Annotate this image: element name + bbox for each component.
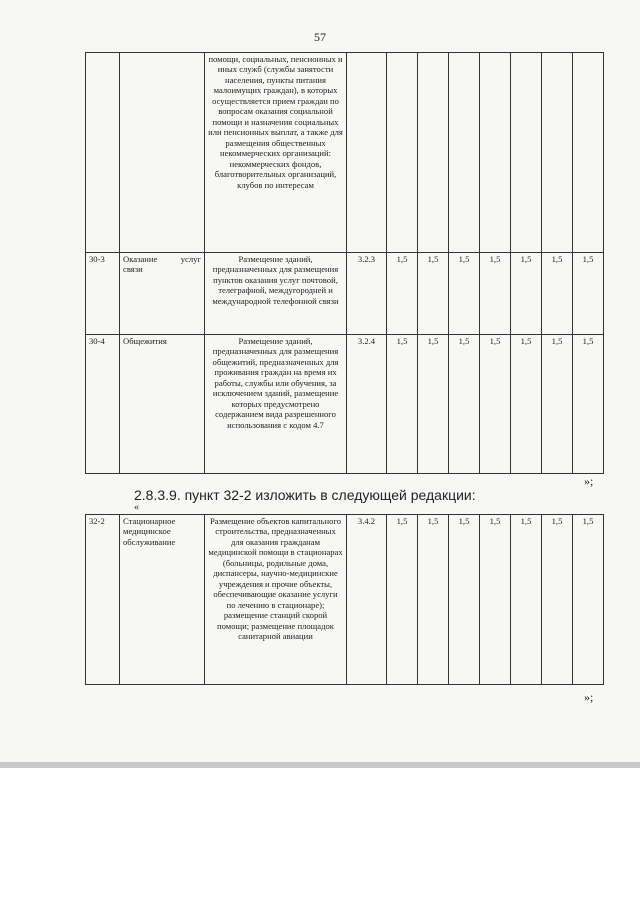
row-code: 30-3 bbox=[86, 253, 120, 335]
row-description: помощи, социальных, пенсионных и иных служб (службы занятости населения, пункты питания малоимущих граждан), в которых осуществляется прием граждан по вопросам оказания социальной помощи и назначения социальных или пенсионных выплат, а также для размещения общественных некоммерческих организаций: некоммерческих фондов, благотворительных организаций, клубов по интересам bbox=[205, 53, 347, 253]
opening-quote: « bbox=[134, 502, 139, 513]
row-value bbox=[449, 53, 480, 253]
row-code: 30-4 bbox=[86, 335, 120, 474]
row-value: 1,5 bbox=[542, 515, 573, 685]
row-value bbox=[542, 53, 573, 253]
row-value: 1,5 bbox=[449, 515, 480, 685]
row-ref: 3.2.3 bbox=[347, 253, 387, 335]
row-value bbox=[480, 53, 511, 253]
row-description: Размещение зданий, предназначенных для размещения общежитий, предназначенных для проживания граждан на время их работы, службы или обучения, за исключением зданий, размещение которых предусмотрено содержанием вида разрешенного использования с кодом 4.7 bbox=[205, 335, 347, 474]
row-value: 1,5 bbox=[418, 253, 449, 335]
row-name: Общежития bbox=[120, 335, 205, 474]
row-description: Размещение объектов капитального строительства, предназначенных для оказания гражданам медицинской помощи в стационарах (больницы, родильные дома, диспансеры, научно-медицинские учреждения и прочие объекты, обеспечивающие оказание услуги по лечению в стационаре); размещение станций скорой помощи; размещение площадок санитарной авиации bbox=[205, 515, 347, 685]
row-value: 1,5 bbox=[418, 515, 449, 685]
row-value: 1,5 bbox=[573, 335, 604, 474]
table-row bbox=[86, 335, 604, 474]
row-value: 1,5 bbox=[511, 335, 542, 474]
row-value bbox=[387, 53, 418, 253]
row-value: 1,5 bbox=[449, 335, 480, 474]
row-value: 1,5 bbox=[511, 515, 542, 685]
row-value: 1,5 bbox=[542, 335, 573, 474]
closing-quote: »; bbox=[584, 474, 594, 488]
row-value: 1,5 bbox=[449, 253, 480, 335]
row-value: 1,5 bbox=[573, 253, 604, 335]
row-ref: 3.2.4 bbox=[347, 335, 387, 474]
page-number: 57 bbox=[314, 30, 326, 44]
row-value: 1,5 bbox=[480, 515, 511, 685]
row-value: 1,5 bbox=[511, 253, 542, 335]
row-name: Оказание услуг связи bbox=[120, 253, 205, 335]
zoning-table-continued bbox=[85, 52, 604, 474]
row-value: 1,5 bbox=[418, 335, 449, 474]
table-row bbox=[86, 515, 604, 685]
row-name bbox=[120, 53, 205, 253]
row-value: 1,5 bbox=[542, 253, 573, 335]
zoning-table-revised bbox=[85, 514, 604, 685]
row-ref: 3.4.2 bbox=[347, 515, 387, 685]
row-code: 32-2 bbox=[86, 515, 120, 685]
row-value: 1,5 bbox=[480, 253, 511, 335]
row-value: 1,5 bbox=[387, 335, 418, 474]
row-value bbox=[511, 53, 542, 253]
row-value bbox=[573, 53, 604, 253]
table-row bbox=[86, 253, 604, 335]
row-value bbox=[418, 53, 449, 253]
scan-edge bbox=[0, 762, 640, 768]
row-name: Стационарное медицинское обслуживание bbox=[120, 515, 205, 685]
row-value: 1,5 bbox=[573, 515, 604, 685]
row-description: Размещение зданий, предназначенных для размещения пунктов оказания услуг почтовой, телеграфной, междугородней и международной телефонной связи bbox=[205, 253, 347, 335]
row-value: 1,5 bbox=[387, 253, 418, 335]
row-value: 1,5 bbox=[387, 515, 418, 685]
row-value: 1,5 bbox=[480, 335, 511, 474]
closing-quote: »; bbox=[584, 690, 594, 704]
row-ref bbox=[347, 53, 387, 253]
table-row bbox=[86, 53, 604, 253]
section-heading: 2.8.3.9. пункт 32-2 изложить в следующей редакции: bbox=[134, 487, 476, 503]
row-code bbox=[86, 53, 120, 253]
